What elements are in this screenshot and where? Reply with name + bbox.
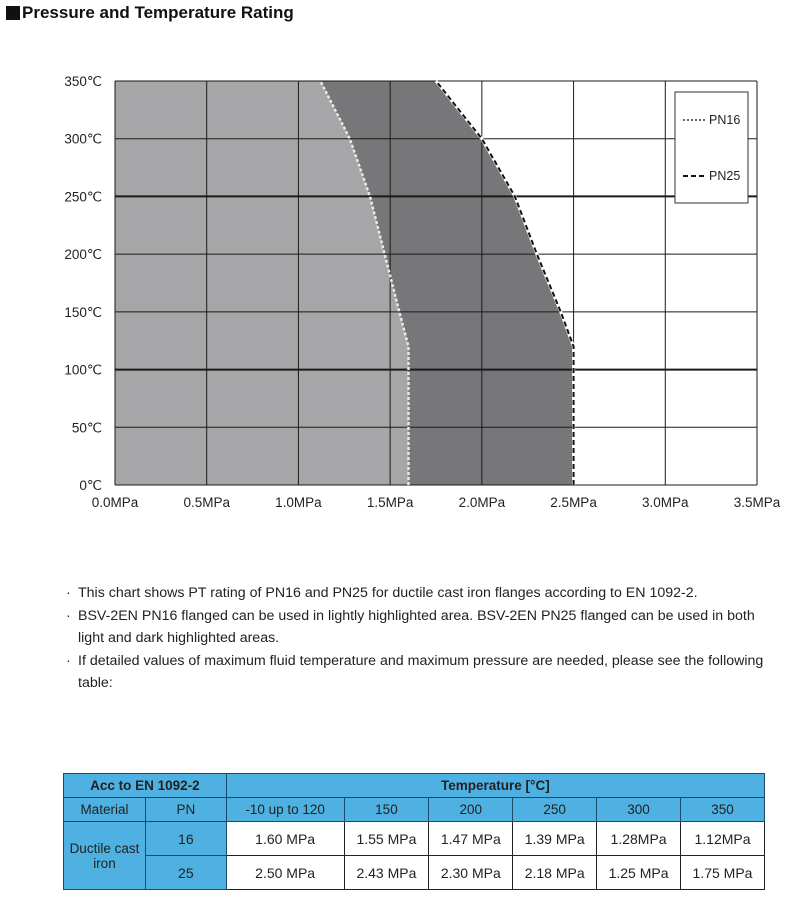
- section-title: [6, 3, 294, 23]
- temp-column-header: 300: [597, 798, 681, 822]
- value-cell: 1.12MPa: [681, 822, 765, 856]
- x-tick-label: 2.0MPa: [458, 495, 506, 510]
- y-tick-label: 100℃: [64, 362, 102, 378]
- value-cell: 1.60 MPa: [226, 822, 344, 856]
- value-cell: 2.50 MPa: [226, 856, 344, 890]
- y-tick-label: 350℃: [64, 74, 102, 89]
- temp-column-header: 200: [429, 798, 513, 822]
- temp-column-header: -10 up to 120: [226, 798, 344, 822]
- value-cell: 1.47 MPa: [429, 822, 513, 856]
- y-tick-label: 300℃: [64, 131, 102, 147]
- value-cell: 2.43 MPa: [344, 856, 429, 890]
- y-tick-label: 0℃: [79, 478, 102, 493]
- y-tick-label: 200℃: [64, 247, 102, 263]
- y-tick-label: 150℃: [64, 304, 102, 320]
- temp-column-header: 150: [344, 798, 429, 822]
- pn-cell: 16: [145, 822, 226, 856]
- section-title-text: Pressure and Temperature Rating: [22, 3, 294, 22]
- y-tick-label: 50℃: [71, 420, 102, 436]
- value-cell: 1.39 MPa: [513, 822, 597, 856]
- material-header: Material: [64, 798, 146, 822]
- x-tick-label: 1.0MPa: [275, 495, 322, 510]
- standard-header: Acc to EN 1092-2: [64, 774, 227, 798]
- temp-column-header: 250: [513, 798, 597, 822]
- value-cell: 1.25 MPa: [597, 856, 681, 890]
- table-row: [64, 822, 765, 856]
- value-cell: 1.28MPa: [597, 822, 681, 856]
- pt-rating-chart: [0, 60, 786, 520]
- x-tick-label: 2.5MPa: [550, 495, 597, 510]
- legend-pn25-label: PN25: [709, 169, 741, 183]
- value-cell: 1.55 MPa: [344, 822, 429, 856]
- value-cell: 1.75 MPa: [681, 856, 765, 890]
- x-tick-label: 1.5MPa: [366, 495, 414, 510]
- note-item: · BSV-2EN PN16 flanged can be used in lightly highlighted area. BSV-2EN PN25 flanged can be used in both light and dark highlighted areas.: [66, 605, 776, 650]
- note-item: · If detailed values of maximum fluid temperature and maximum pressure are needed, please see the following table:: [66, 650, 776, 695]
- value-cell: 2.30 MPa: [429, 856, 513, 890]
- pt-rating-table: [63, 773, 765, 890]
- table-row: [64, 856, 765, 890]
- legend-pn16-label: PN16: [709, 113, 741, 127]
- temperature-header: Temperature [°C]: [226, 774, 764, 798]
- note-item: · This chart shows PT rating of PN16 and PN25 for ductile cast iron flanges according to EN 1092-2.: [66, 582, 776, 605]
- pn-cell: 25: [145, 856, 226, 890]
- table-subheader-row: [64, 798, 765, 822]
- chart-notes: [66, 582, 776, 695]
- value-cell: 2.18 MPa: [513, 856, 597, 890]
- x-tick-label: 3.0MPa: [642, 495, 689, 510]
- table-header-row: [64, 774, 765, 798]
- pn-header: PN: [145, 798, 226, 822]
- legend-box: [675, 92, 748, 203]
- x-tick-label: 0.5MPa: [183, 495, 230, 510]
- y-tick-label: 250℃: [64, 189, 102, 205]
- x-tick-label: 3.5MPa: [733, 495, 781, 510]
- title-square-icon: [6, 6, 20, 20]
- x-tick-label: 0.0MPa: [91, 495, 139, 510]
- material-cell: Ductile cast iron: [64, 822, 146, 890]
- temp-column-header: 350: [681, 798, 765, 822]
